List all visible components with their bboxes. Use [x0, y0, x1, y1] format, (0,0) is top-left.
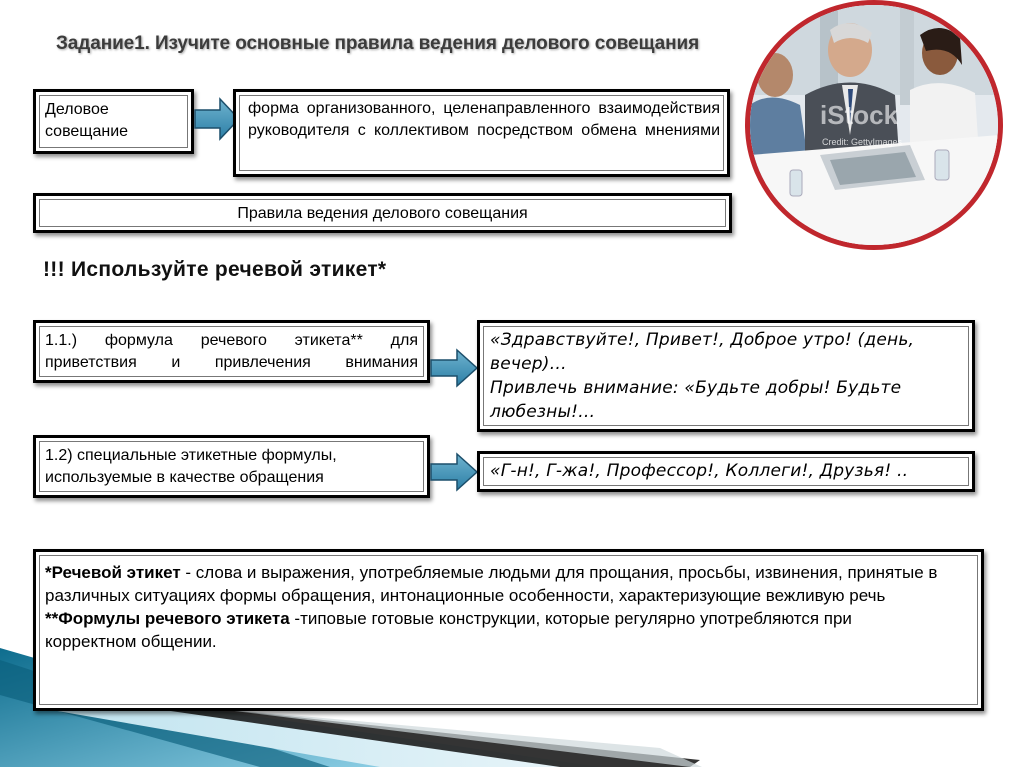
greeting-examples: «Здравствуйте!, Привет!, Доброе утро! (день, вечер)… [490, 330, 915, 374]
item-address-formula-label: 1.2) специальные этикетные формулы, используемые в качестве обращения [45, 447, 337, 486]
greeting-examples-box [477, 320, 975, 432]
definition-term-box [33, 89, 194, 154]
meeting-photo [745, 0, 1003, 250]
definition-text: форма организованного, целенаправленного взаимодействия руководителя с коллективом посредством обмена мнениями [248, 100, 720, 139]
rules-heading-box [33, 193, 732, 233]
address-examples: «Г-н!, Г-жа!, Профессор!, Коллеги!, Друзья! .. [490, 461, 909, 481]
attention-examples: Привлечь внимание: «Будьте добры! Будьте любезны!… [490, 378, 902, 422]
item-greeting-formula-label: 1.1.) формула речевого этикета** для приветствия и привлечения внимания [45, 332, 418, 371]
footnote-term-speech-etiquette: *Речевой этикет [45, 563, 181, 582]
photo-credit: Credit: GettyImages [822, 137, 903, 147]
speech-etiquette-heading: !!! Используйте речевой этикет* [43, 258, 387, 281]
slide-title: Задание1. Изучите основные правила ведения делового совещания [56, 33, 700, 54]
rules-heading: Правила ведения делового совещания [237, 205, 528, 222]
footnote-text [45, 561, 945, 653]
greeting-arrow-icon [430, 348, 478, 388]
footnote-def-etiquette-formulas: -типовые готовые конструкции, которые регулярно употребляются при корректном общении. [45, 609, 852, 651]
definition-term: Деловое совещание [45, 101, 129, 140]
photo-watermark: iStock [820, 100, 899, 130]
footnote-def-speech-etiquette: - слова и выражения, употребляемые людьми для прощания, просьбы, извинения, принятые в различных ситуациях формы обращения, интонационные особенности, характеризующие вежливую речь [45, 563, 938, 605]
item-greeting-formula-box [33, 320, 430, 383]
footnote-term-etiquette-formulas: **Формулы речевого этикета [45, 609, 290, 628]
item-address-formula-box [33, 435, 430, 498]
address-arrow-icon [430, 452, 478, 492]
footnote-box [33, 549, 984, 711]
definition-text-box [233, 89, 730, 177]
address-examples-box [477, 451, 975, 492]
